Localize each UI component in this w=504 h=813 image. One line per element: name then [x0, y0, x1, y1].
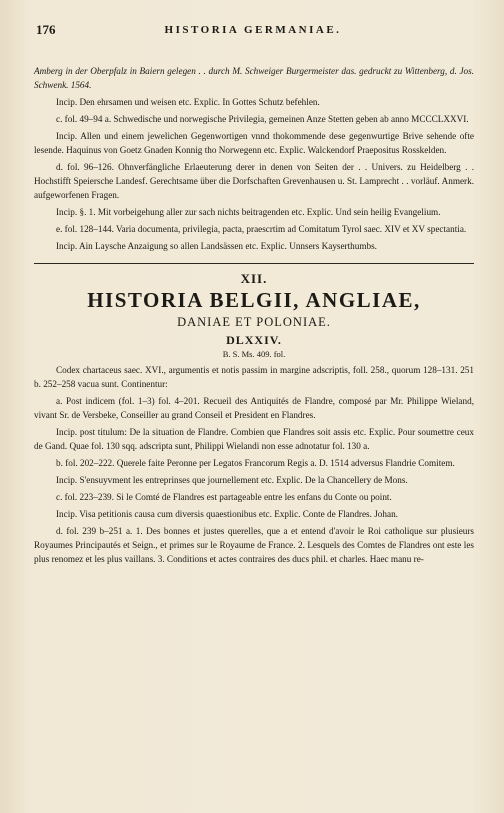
entry-text: Incip. post titulum: De la situation de Flandre. Combien que Flandres soit assis etc. Explic. Pour soumettre ceux de Gand. Quae fol. 130 sqq. adscripta sunt, Philippi Wielandi non esse adnotatur fol. 130 a. — [34, 427, 474, 451]
entry-text: Incip. §. 1. Mit vorbeigehung aller zur sach nichts beitragenden etc. Explic. Und sein heilig Evangelium. — [56, 207, 441, 217]
section-divider — [34, 263, 474, 264]
codex-shelfmark: B. S. Ms. 409. fol. — [222, 349, 286, 359]
entry-text: Incip. S'ensuyvment les entreprinses que journellement etc. Explic. De la Chancellery de Mons. — [56, 475, 408, 485]
entry-text: Incip. Allen und einem jewelichen Gegenwortigen vnnd thokommende dese gegenwurtige Brive sehende ofte lesende. Haquinus von Goetz Gnaden Konnig tho Norwegenn etc. Explic. Walckendorf Praepositus Rosskelden. — [34, 131, 474, 155]
page-content — [34, 64, 474, 569]
entry-text: e. fol. 128–144. Varia documenta, privilegia, pacta, praescrtim ad Comitatum Tyrol saec. XIV et XV spectantia. — [56, 224, 467, 234]
entry-text: b. fol. 202–222. Querele faite Peronne per Legatos Francorum Regis a. D. 1514 adversus Flandrie Comitem. — [56, 458, 455, 468]
entry-text: Incip. Visa petitionis causa cum diversis quaestionibus etc. Explic. Conte de Flandres. Johan. — [56, 509, 398, 519]
entry-text: Amberg in der Oberpfalz in Baiern gelegen . . durch M. Schweiger Burgermeister das. gedruckt zu Wittenberg, d. Jos. Schwenk. 1564. — [34, 66, 474, 90]
entry-text: a. Post indicem (fol. 1–3) fol. 4–201. Recueil des Antiquités de Flandre, composé par Mr. Philippe Wieland, vivant Sr. de Versbeke, Conseiller au grand Conseil et President en Flandres. — [34, 396, 474, 420]
entry-text: d. fol. 239 b–251 a. 1. Des bonnes et justes querelles, que a et entend d'avoir le Roi catholique sur plusieurs Royaumes Principautés et Seign., et primes sur le Royaume de France. 2. Lesquels des Comtes de Flandres ont este les plus renomez et les plus vaillans. 3. Conditions et actes contraires des ducs phil. et charles. Haec manu re- — [34, 526, 474, 564]
entry-text: Incip. Den ehrsamen und weisen etc. Explic. In Gottes Schutz befehlen. — [56, 97, 320, 107]
codex-number: DLXXIV. — [226, 333, 282, 347]
entry-text: Incip. Ain Laysche Anzaigung so allen Landsässen etc. Explic. Unnsers Kayserthumbs. — [56, 241, 377, 251]
entry-text: c. fol. 223–239. Si le Comté de Flandres est partageable entre les enfans du Conte ou point. — [56, 492, 392, 502]
entry-text: d. fol. 96–126. Ohnverfängliche Erlaeuterung derer in denen von Seiten der . . Univers. zu Heidelberg . . Hochstifft Speiersche Landesf. Gerechtsame über die Dorfschaften Grevenhausen u. St. Lamprecht . . vorläuf. Anmerk. aufgeworfenen Fragen. — [34, 162, 474, 200]
section-subtitle: DANIAE ET POLONIAE. — [177, 315, 331, 329]
section-number: XII. — [240, 271, 268, 286]
entry-text: c. fol. 49–94 a. Schwedische und norwegische Privilegia, gemeinen Anze Stetten geben ab anno MCCCLXXVI. — [56, 114, 469, 124]
codex-description: Codex chartaceus saec. XVI., argumentis et notis passim in margine adscriptis, foll. 258., quorum 128–131. 251 b. 252–258 vacua sunt. Continentur: — [34, 365, 474, 389]
running-title: HISTORIA GERMANIAE. — [164, 24, 342, 36]
section-title: HISTORIA BELGII, ANGLIAE, — [87, 288, 421, 312]
page-header — [36, 20, 470, 42]
page-number: 176 — [36, 22, 56, 37]
